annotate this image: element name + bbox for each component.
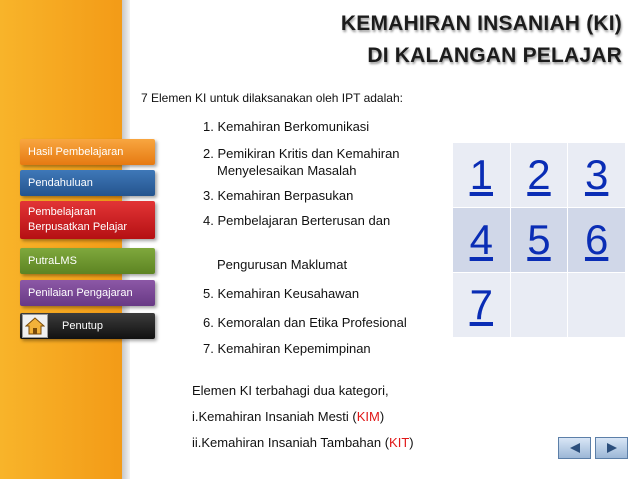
sidebar-item-label: Pembelajaran Berpusatkan Pelajar <box>28 206 128 233</box>
list-item: 7. Kemahiran Kepemimpinan <box>203 341 371 356</box>
list-item <box>203 145 400 179</box>
list-item: 4. Pembelajaran Berterusan dan <box>203 213 391 228</box>
category-kit-suffix: ) <box>409 435 414 450</box>
sidebar-item-label: PutraLMS <box>28 255 77 267</box>
sidebar-item-hasil-pembelajaran[interactable] <box>20 139 155 165</box>
category-kim <box>192 409 384 424</box>
number-link-6[interactable]: 6 <box>584 216 609 263</box>
sidebar-shadow <box>122 0 130 479</box>
number-link-3[interactable]: 3 <box>584 151 609 198</box>
sidebar-item-label: Penilaian Pengajaran <box>28 287 133 299</box>
arrow-right-icon <box>605 442 619 454</box>
sidebar-item-pembelajaran-berpusatkan-pelajar[interactable] <box>20 201 155 239</box>
grid-cell-empty <box>510 273 568 338</box>
arrow-left-icon <box>568 442 582 454</box>
grid-cell <box>568 208 626 273</box>
home-icon[interactable] <box>22 314 48 338</box>
grid-cell <box>453 273 511 338</box>
sidebar-item-label: Pendahuluan <box>28 177 93 189</box>
subtitle: 7 Elemen KI untuk dilaksanakan oleh IPT adalah: <box>141 91 403 105</box>
number-grid <box>452 142 626 338</box>
list-item: 3. Kemahiran Berpasukan <box>203 188 354 203</box>
grid-cell <box>568 143 626 208</box>
list-item-continuation: Menyelesaikan Masalah <box>217 163 357 178</box>
sidebar-item-putralms[interactable] <box>20 248 155 274</box>
number-link-1[interactable]: 1 <box>469 151 493 198</box>
sidebar-item-label: Hasil Pembelajaran <box>28 146 124 158</box>
grid-cell <box>453 208 511 273</box>
number-link-4[interactable]: 4 <box>469 216 493 263</box>
sidebar-item-pendahuluan[interactable] <box>20 170 155 196</box>
grid-cell <box>510 143 568 208</box>
grid-cell <box>453 143 511 208</box>
sidebar-item-label: Penutup <box>62 320 103 332</box>
category-kim-suffix: ) <box>379 409 385 424</box>
grid-cell <box>510 208 568 273</box>
list-item: Pengurusan Maklumat <box>217 257 348 272</box>
category-kim-prefix: i.Kemahiran Insaniah Mesti ( <box>192 409 357 424</box>
list-item: 1. Kemahiran Berkomunikasi <box>203 119 370 134</box>
category-kit-prefix: ii.Kemahiran Insaniah Tambahan ( <box>192 435 390 450</box>
categories-intro: Elemen KI terbahagi dua kategori, <box>192 383 389 398</box>
list-item: 5. Kemahiran Keusahawan <box>203 286 360 301</box>
list-item: 6. Kemoralan dan Etika Profesional <box>203 315 407 330</box>
number-link-2[interactable]: 2 <box>527 151 551 198</box>
previous-button[interactable] <box>558 437 591 459</box>
page-title-line2: DI KALANGAN PELAJAR <box>367 44 622 67</box>
category-kit <box>192 435 414 450</box>
number-link-7[interactable]: 7 <box>469 281 493 328</box>
sidebar-panel <box>0 0 122 479</box>
kim-label: KIM <box>356 409 380 424</box>
grid-cell-empty <box>568 273 626 338</box>
sidebar-item-penilaian-pengajaran[interactable] <box>20 280 155 306</box>
kit-label: KIT <box>389 435 410 450</box>
next-button[interactable] <box>595 437 628 459</box>
number-link-5[interactable]: 5 <box>527 216 551 263</box>
page-title-line1: KEMAHIRAN INSANIAH (KI) <box>340 12 622 35</box>
list-item-text: 2. Pemikiran Kritis dan Kemahiran <box>203 146 400 161</box>
